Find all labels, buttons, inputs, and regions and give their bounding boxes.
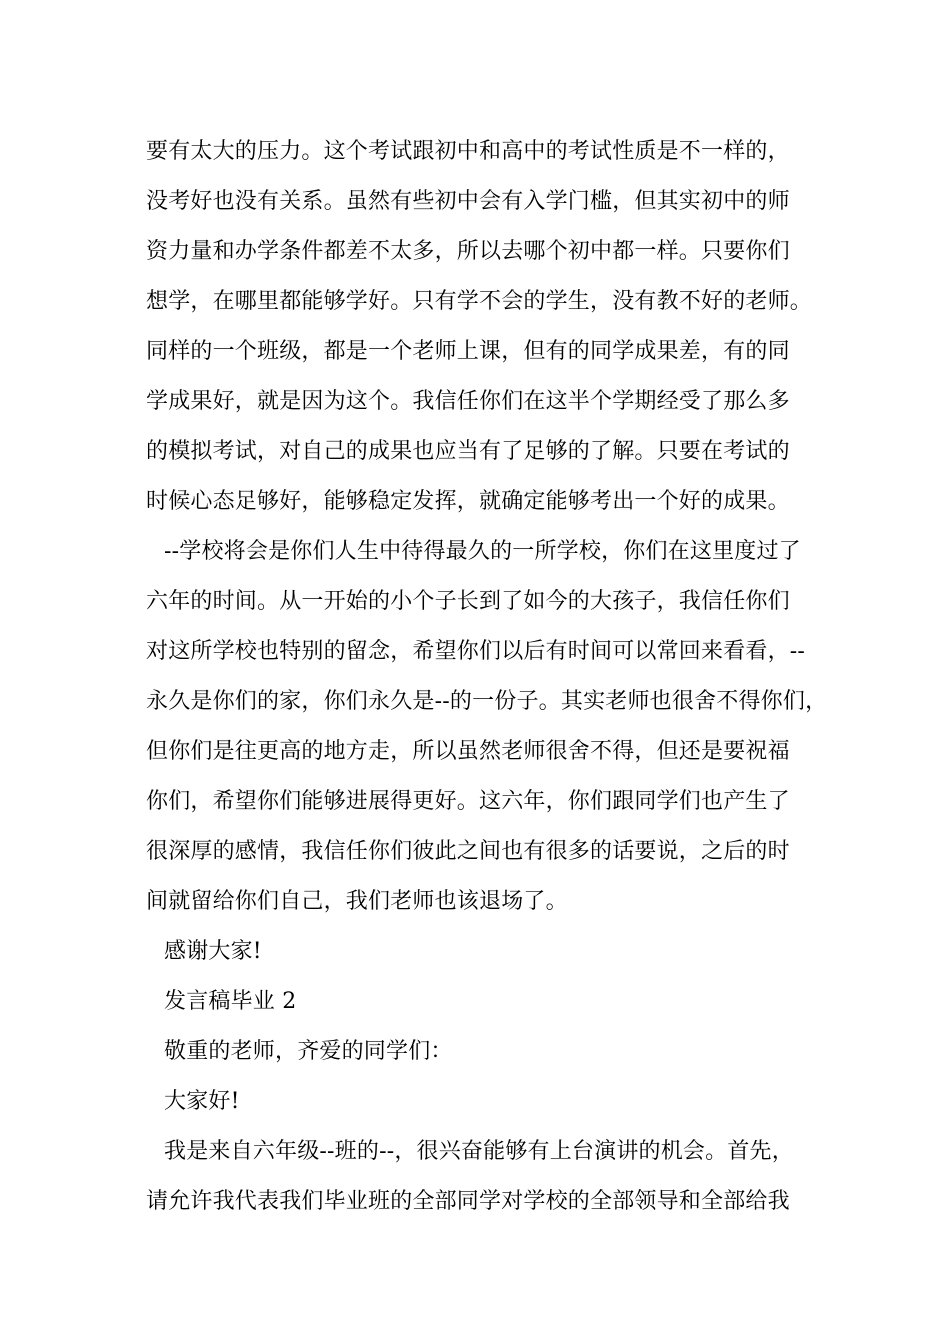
text-line: 你们，希望你们能够进展得更好。这六年，你们跟同学们也产生了 bbox=[146, 789, 790, 814]
text-line: 对这所学校也特别的留念，希望你们以后有时间可以常回来看看，-- bbox=[146, 639, 806, 664]
text-line: 间就留给你们自己，我们老师也该退场了。 bbox=[146, 889, 568, 914]
text-line: 同样的一个班级，都是一个老师上课，但有的同学成果差，有的同 bbox=[146, 339, 790, 364]
text-line: 没考好也没有关系。虽然有些初中会有入学门槛，但其实初中的师 bbox=[146, 189, 790, 214]
text-line: 要有太大的压力。这个考试跟初中和高中的考试性质是不一样的， bbox=[146, 139, 790, 164]
text-line: 很深厚的感情，我信任你们彼此之间也有很多的话要说，之后的时 bbox=[146, 839, 790, 864]
text-line: 六年的时间。从一开始的小个子长到了如今的大孩子，我信任你们 bbox=[146, 589, 790, 614]
text-line: 想学，在哪里都能够学好。只有学不会的学生，没有教不好的老师。 bbox=[146, 289, 813, 314]
closing-line: 感谢大家! bbox=[164, 939, 262, 964]
text-line: 永久是你们的家，你们永久是--的一份子。其实老师也很舍不得你们， bbox=[146, 689, 828, 714]
text-line: 我是来自六年级--班的--，很兴奋能够有上台演讲的机会。首先， bbox=[164, 1139, 794, 1164]
section-heading: 发言稿毕业 2 bbox=[164, 989, 297, 1014]
text-line: 请允许我代表我们毕业班的全部同学对学校的全部领导和全部给我 bbox=[146, 1189, 790, 1214]
greeting: 大家好! bbox=[164, 1089, 240, 1114]
text-line: 学成果好，就是因为这个。我信任你们在这半个学期经受了那么多 bbox=[146, 389, 790, 414]
salutation: 敬重的老师，齐爱的同学们： bbox=[164, 1039, 453, 1064]
text-line: 资力量和办学条件都差不太多，所以去哪个初中都一样。只要你们 bbox=[146, 239, 790, 264]
text-line: --学校将会是你们人生中待得最久的一所学校，你们在这里度过了 bbox=[164, 539, 801, 564]
text-line: 但你们是往更高的地方走，所以虽然老师很舍不得，但还是要祝福 bbox=[146, 739, 790, 764]
text-line: 的模拟考试，对自己的成果也应当有了足够的了解。只要在考试的 bbox=[146, 439, 790, 464]
text-line: 时候心态足够好，能够稳定发挥，就确定能够考出一个好的成果。 bbox=[146, 489, 790, 514]
